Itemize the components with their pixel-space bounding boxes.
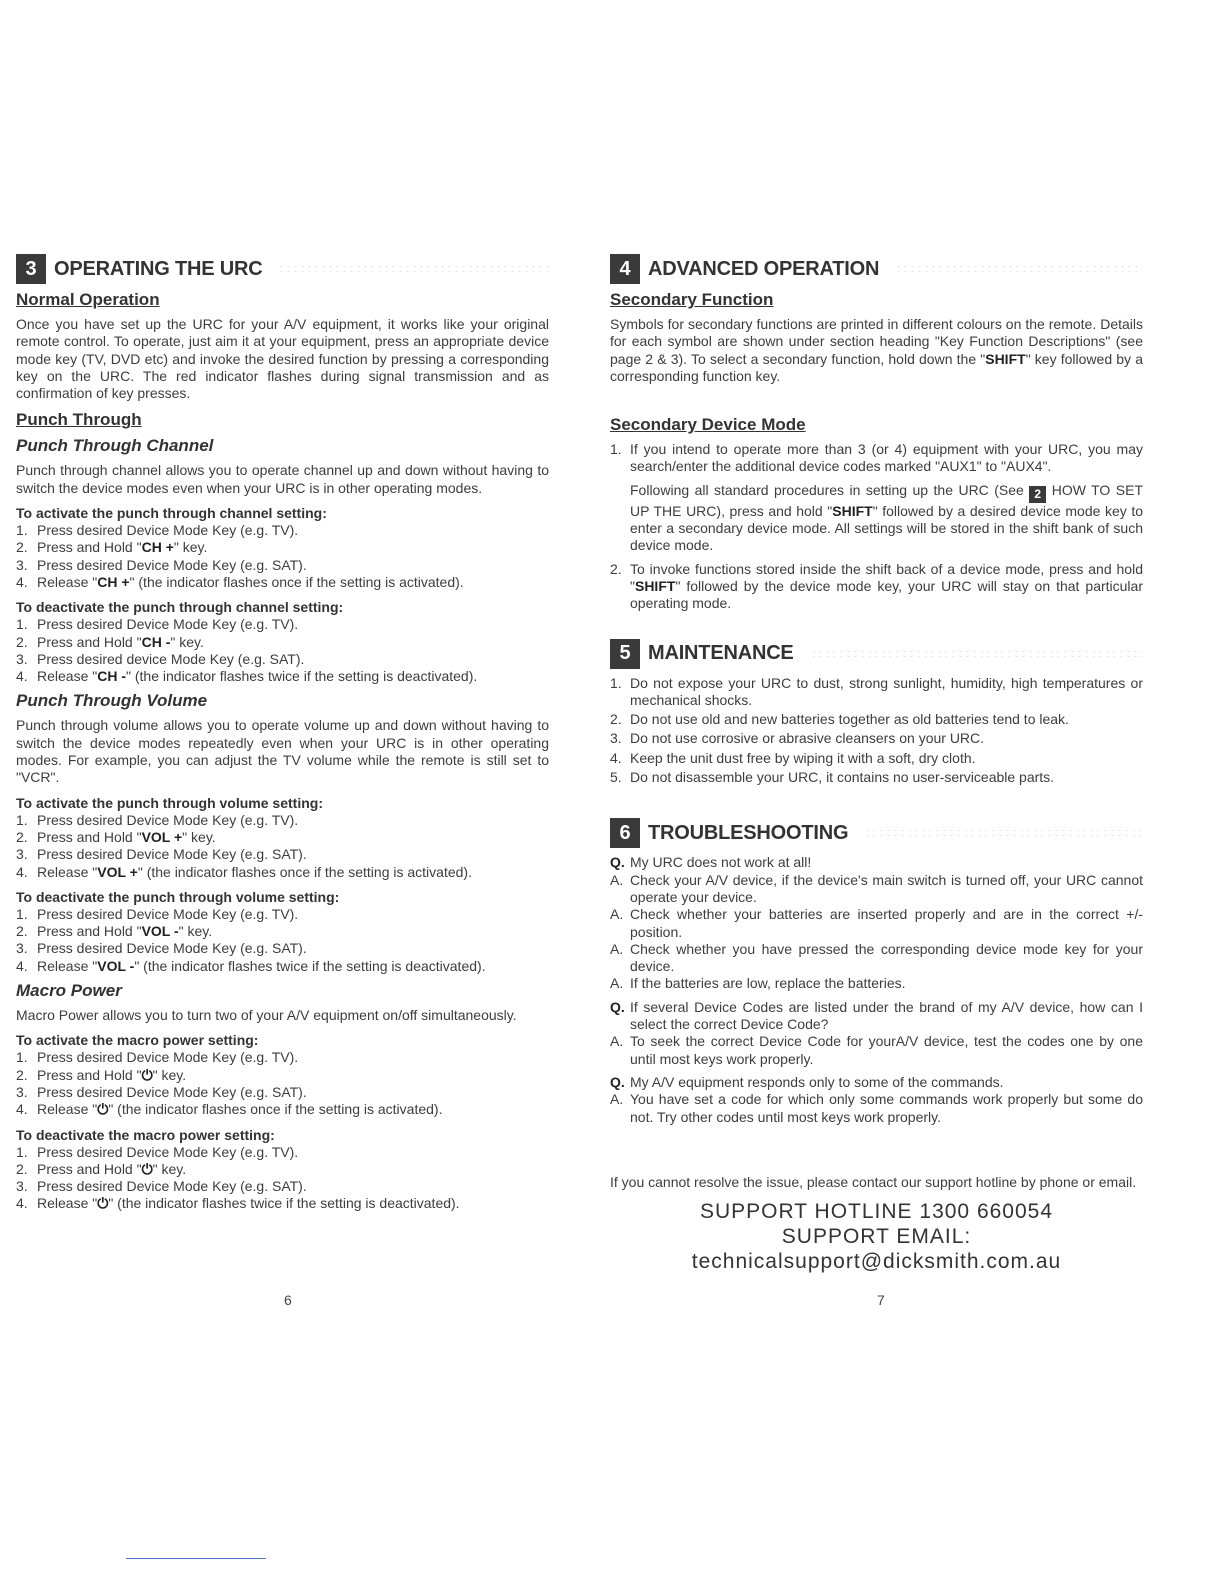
step-text [37,940,307,957]
text-part: Press and Hold " [37,828,142,845]
channel-deactivate-heading: To deactivate the punch through channel setting: [16,599,344,616]
qa-marker: Q. [610,854,625,871]
question-row [610,999,1143,1034]
text-part: Press desired Device Mode Key (e.g. SAT). [37,1178,307,1195]
print-noise [895,264,1143,274]
maintenance-item [610,675,1143,710]
text-part: " followed by the device mode key, your URC will stay on that particular operating mode. [630,577,1143,612]
maintenance-list [610,675,1143,787]
channel-activate-heading: To activate the punch through channel setting: [16,505,327,522]
section-title: TROUBLESHOOTING [648,821,849,844]
step-item [16,522,549,539]
step-text [37,1101,442,1118]
text-part: " key followed by a corresponding function key. [610,350,1143,384]
channel-deactivate-steps [16,616,549,685]
step-number: 2. [16,1066,28,1083]
secondary-function-heading: Secondary Function [610,290,774,309]
text-part: Press and Hold " [37,923,142,940]
print-noise [810,649,1143,659]
text-part: Press desired Device Mode Key (e.g. SAT). [37,1083,307,1100]
step-item [16,1049,549,1066]
qa-marker: Q. [610,998,625,1015]
step-item [16,864,549,881]
shift-key-label: SHIFT [634,577,676,594]
step-item [16,668,549,685]
troubleshooting-list [610,854,1143,1125]
secondary-mode-list [610,441,1143,476]
item-text: Do not use old and new batteries together as old batteries tend to leak. [630,711,1069,728]
punch-volume-heading: Punch Through Volume [16,691,208,711]
underline-mark [126,1558,266,1559]
item-number: 2. [610,560,622,577]
step-text [37,812,298,829]
page-number-left: 6 [284,1292,292,1308]
normal-operation-text: Once you have set up the URC for your A/V equipment, it works like your original remote control. To operate, just aim it at your equipment, press an appropriate device mode key (TV, DVD etc) and invoke the desired function by pressing a corresponding key on the URC. The red indicator flashes during signal transmission and as confirmation of key presses. [16,316,549,402]
key-label: CH - [97,668,127,685]
step-item [16,829,549,846]
step-number: 3. [16,1178,28,1195]
item-number: 5. [610,769,622,786]
text-part: To invoke functions stored inside the shift back of a device mode, press and hold " [630,560,1143,594]
step-number: 3. [16,556,28,573]
item-number: 4. [610,749,622,766]
step-item [16,557,549,574]
text-part: " key. [170,633,204,650]
section-ref-badge: 2 [1029,486,1046,503]
section-number: 3 [16,254,46,284]
step-item [16,1067,549,1084]
qa-text: Check whether you have pressed the corresponding device mode key for your device. [630,940,1143,975]
volume-activate-heading: To activate the punch through volume setting: [16,794,323,811]
maintenance-item [610,750,1143,767]
macro-activate-steps [16,1049,549,1118]
step-text [37,906,298,923]
step-item [16,923,549,940]
qa-marker: A. [610,1091,624,1108]
step-text [37,1067,186,1084]
power-icon: ⏻ [97,1101,109,1118]
text-part: Release " [37,573,98,590]
text-part: Release " [37,957,98,974]
volume-activate-steps [16,812,549,881]
step-number: 1. [16,811,28,828]
text-part: Press desired Device Mode Key (e.g. TV). [37,1143,299,1160]
volume-deactivate-heading: To deactivate the punch through volume setting: [16,888,340,905]
step-number: 1. [16,616,28,633]
secondary-mode-heading: Secondary Device Mode [610,415,806,435]
key-label: VOL + [97,863,138,880]
item-number: 2. [610,711,622,728]
macro-power-text: Macro Power allows you to turn two of your A/V equipment on/off simultaneously. [16,1007,517,1024]
step-text [37,1195,460,1212]
item-text: Do not expose your URC to dust, strong sunlight, humidity, high temperatures or mechanical shocks. [630,674,1143,708]
answer-row [610,1091,1143,1126]
step-number: 4. [16,668,28,685]
secondary-mode-list-2 [610,561,1143,613]
item-number: 1. [610,441,622,458]
volume-deactivate-steps [16,906,549,975]
section-4-header [610,254,1143,284]
maintenance-item [610,711,1143,728]
question-row [610,854,1143,871]
step-item [16,940,549,957]
section-title: MAINTENANCE [648,642,794,665]
step-item [16,846,549,863]
step-text [37,539,207,556]
qa-marker: Q. [610,1073,625,1090]
step-number: 2. [16,923,28,940]
text-part: " key. [152,1160,187,1177]
qa-text: You have set a code for which only some commands work properly but some do not. Try other codes until most keys work properly. [630,1091,1143,1125]
left-page [16,254,549,1217]
qa-text: Check your A/V device, if the device's main switch is turned off, your URC cannot operate your device. [630,871,1143,905]
qa-text: Check whether your batteries are inserted properly and are in the correct +/- position. [630,906,1143,940]
maintenance-item [610,769,1143,786]
step-text [37,616,298,633]
step-text [37,634,204,651]
step-item [16,539,549,556]
item-text: Do not disassemble your URC, it contains no user-serviceable parts. [630,769,1055,786]
text-part: Following all standard procedures in setting up the URC (See [630,481,1030,498]
secondary-mode-procedure [630,482,1143,555]
section-6-header [610,818,1143,848]
key-label: VOL - [97,957,135,974]
item-number: 1. [610,674,622,691]
text-part: Symbols for secondary functions are printed in different colours on the remote. Details for each symbol are shown under section heading "Key Function Descriptions" (see page 2 & 3). To select a secondary function, hold down the " [610,316,1143,367]
text-part: Press desired Device Mode Key (e.g. TV). [37,811,299,828]
qa-text: If several Device Codes are listed under the brand of my A/V device, how can I select the correct Device Code? [630,998,1143,1033]
step-number: 3. [16,846,28,863]
shift-key-label: SHIFT [985,350,1026,367]
question-row [610,1074,1143,1091]
qa-text: To seek the correct Device Code for yourA/V device, test the codes one by one until most keys work properly. [630,1033,1143,1067]
step-number: 3. [16,940,28,957]
text-part: " (the indicator flashes twice if the setting is deactivated). [126,668,478,685]
step-text [37,846,307,863]
right-page [610,254,1143,1274]
step-item [16,1178,549,1195]
step-text [37,557,307,574]
text-part: Press and Hold " [37,539,142,556]
section-title: ADVANCED OPERATION [648,257,880,280]
step-number: 2. [16,828,28,845]
step-number: 4. [16,863,28,880]
section-number: 6 [610,818,640,848]
qa-marker: A. [610,940,624,957]
answer-row [610,941,1143,976]
text-part: Release " [37,1101,98,1118]
key-label: VOL - [141,923,179,940]
step-item [16,958,549,975]
page-number-right: 7 [877,1292,885,1308]
qa-marker: A. [610,906,624,923]
text-part: " (the indicator flashes once if the setting is activated). [108,1101,443,1118]
step-item [16,1195,549,1212]
list-item [610,441,1143,476]
item-text: Do not use corrosive or abrasive cleansers on your URC. [630,730,985,747]
step-text [37,1178,307,1195]
text-part: Press and Hold " [37,1066,142,1083]
text-part: Press desired Device Mode Key (e.g. SAT). [37,846,307,863]
maintenance-item [610,730,1143,747]
key-label: CH - [141,633,171,650]
step-text [37,1049,298,1066]
support-email[interactable]: technicalsupport@dicksmith.com.au [691,1250,1062,1274]
step-text [37,522,298,539]
power-icon: ⏻ [141,1160,153,1177]
macro-activate-heading: To activate the macro power setting: [16,1032,259,1049]
answer-row [610,872,1143,907]
item-text: If you intend to operate more than 3 (or 4) equipment with your URC, you may search/enter the additional device codes marked "AUX1" to "AUX4". [630,441,1143,475]
punch-volume-text: Punch through volume allows you to operate volume up and down without having to switch the device modes repeatedly even when your URC is in other operating modes. For example, you can adjust the TV volume while the remote is still set to "VCR". [16,717,549,786]
text-part: Press desired Device Mode Key (e.g. TV). [37,522,299,539]
step-number: 4. [16,1195,28,1212]
normal-operation-heading: Normal Operation [16,290,160,309]
text-part: Press and Hold " [37,1160,142,1177]
answer-row [610,975,1143,992]
step-item [16,634,549,651]
text-part: HOW TO SET UP THE URC), press and hold " [630,481,1143,519]
step-text [37,923,212,940]
qa-marker: A. [610,975,624,992]
step-number: 2. [16,633,28,650]
step-number: 1. [16,905,28,922]
contact-text: If you cannot resolve the issue, please contact our support hotline by phone or email. [610,1173,1137,1190]
text-part: " (the indicator flashes once if the setting is activated). [137,863,472,880]
secondary-function-text [610,316,1143,385]
macro-deactivate-steps [16,1144,549,1213]
step-number: 1. [16,522,28,539]
text-part: " key. [152,1066,187,1083]
step-text [37,958,486,975]
key-label: VOL + [141,828,183,845]
step-text [37,1161,186,1178]
step-item [16,616,549,633]
step-text [37,1084,307,1101]
qa-text: My A/V equipment responds only to some of the commands. [630,1073,1004,1090]
item-text: Keep the unit dust free by wiping it with a soft, dry cloth. [630,749,976,766]
key-label: CH + [141,539,174,556]
text-part: Release " [37,863,98,880]
text-part: " (the indicator flashes twice if the setting is deactivated). [108,1195,460,1212]
text-part: Press desired Device Mode Key (e.g. TV). [37,616,299,633]
support-email-label: SUPPORT EMAIL: [781,1225,972,1249]
step-number: 2. [16,1160,28,1177]
step-number: 1. [16,1143,28,1160]
punch-through-heading: Punch Through [16,410,142,430]
shift-key-label: SHIFT [832,502,873,519]
qa-text: If the batteries are low, replace the batteries. [630,975,906,992]
qa-marker: A. [610,1033,624,1050]
step-item [16,574,549,591]
step-item [16,1161,549,1178]
section-title: OPERATING THE URC [54,257,263,280]
step-item [16,1101,549,1118]
power-icon: ⏻ [141,1066,153,1083]
support-hotline: SUPPORT HOTLINE 1300 660054 [699,1200,1054,1224]
text-part: Press desired Device Mode Key (e.g. SAT). [37,940,307,957]
section-3-header [16,254,549,284]
section-5-header [610,639,1143,669]
qa-text: My URC does not work at all! [630,854,812,871]
macro-power-heading: Macro Power [16,981,122,1001]
list-item [610,561,1143,613]
step-number: 4. [16,573,28,590]
punch-channel-text: Punch through channel allows you to operate channel up and down without having to switch the device modes even when your URC is in other operating modes. [16,462,549,496]
answer-row [610,906,1143,941]
step-number: 3. [16,650,28,667]
step-item [16,651,549,668]
macro-deactivate-heading: To deactivate the macro power setting: [16,1126,275,1143]
step-text [37,829,216,846]
text-part: " followed by a desired device mode key to enter a secondary device mode. All settings will be stored in the shift bank of such device mode. [630,502,1143,554]
text-part: Release " [37,1195,98,1212]
item-number: 3. [610,730,622,747]
step-text [37,651,304,668]
power-icon: ⏻ [97,1195,109,1212]
text-part: Release " [37,668,98,685]
channel-activate-steps [16,522,549,591]
text-part: Press desired device Mode Key (e.g. SAT). [37,650,305,667]
text-part: Press desired Device Mode Key (e.g. TV). [37,905,299,922]
text-part: " key. [173,539,208,556]
text-part: Press desired Device Mode Key (e.g. TV). [37,1049,299,1066]
text-part: Press and Hold " [37,633,142,650]
key-label: CH + [97,573,130,590]
qa-marker: A. [610,871,624,888]
text-part: " key. [182,828,216,845]
step-text [37,574,464,591]
section-number: 4 [610,254,640,284]
text-part: " (the indicator flashes twice if the setting is deactivated). [134,957,486,974]
text-part: " key. [178,923,213,940]
text-part: Press desired Device Mode Key (e.g. SAT). [37,556,307,573]
item-text [630,561,1143,613]
step-item [16,812,549,829]
step-text [37,1144,298,1161]
step-text [37,864,472,881]
section-number: 5 [610,639,640,669]
step-number: 4. [16,957,28,974]
step-number: 3. [16,1083,28,1100]
answer-row [610,1033,1143,1068]
text-part: " (the indicator flashes once if the setting is activated). [129,573,464,590]
step-number: 4. [16,1101,28,1118]
print-noise [864,828,1143,838]
punch-channel-heading: Punch Through Channel [16,436,214,456]
step-number: 2. [16,539,28,556]
print-noise [278,264,549,274]
step-text [37,668,477,685]
step-number: 1. [16,1049,28,1066]
step-item [16,906,549,923]
step-item [16,1144,549,1161]
step-item [16,1084,549,1101]
